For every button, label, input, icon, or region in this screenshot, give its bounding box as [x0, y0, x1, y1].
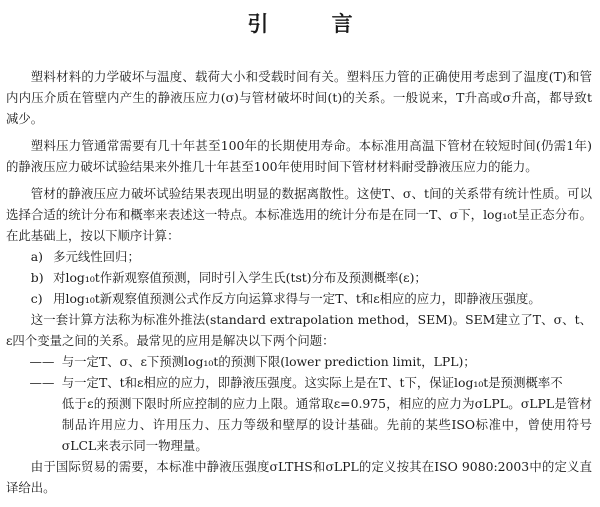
paragraph-intro: 塑料材料的力学破坏与温度、载荷大小和受载时间有关。塑料压力管的正确使用考虑到了温度(T)和管内内压介质在管壁内产生的静液压应力(σ)与管材破坏时间(t)的关系。一般说来，T升高或σ升高，都导致t减少。 — [6, 69, 592, 126]
paragraph-service-life: 塑料压力管通常需要有几十年甚至100年的长期使用寿命。本标准用高温下管材在较短时间(仍需1年)的静液压应力破坏试验结果来外推几十年甚至100年使用时间下管材材料耐受静液压应力的能力。 — [6, 138, 592, 174]
dash-item-strength-continued: 低于ε的预测下限时所应控制的应力上限。通常取ε=0.975，相应的应力为σLPL。σLPL是管材制品许用应力、许用压力、压力等级和壁厚的设计基础。先前的某些ISO标准中，曾使用符号σLCL来表示同一物理量。 — [61, 396, 592, 453]
dash-text: 与一定T、σ、ε下预测log₁₀t的预测下限(lower prediction limit，LPL)； — [61, 354, 476, 369]
list-marker: c) — [30, 291, 43, 306]
list-text: 对log₁₀t作新观察值预测，同时引入学生氏(tst)分布及预测概率(ε)； — [53, 270, 427, 285]
dash-marker: —— — [29, 375, 55, 390]
list-text: 多元线性回归； — [53, 249, 140, 264]
list-text: 用log₁₀t新观察值预测公式作反方向运算求得与一定T、t和ε相应的应力，即静液压强度。 — [53, 291, 541, 306]
list-marker: a) — [30, 249, 44, 264]
page-title: 引 言 — [247, 12, 381, 36]
paragraph-statistics: 管材的静液压应力破坏试验结果表现出明显的数据离散性。这使T、σ、t间的关系带有统计性质。可以选择合适的统计分布和概率来表述这一特点。本标准选用的统计分布是在同一T、σ下，log₁₀t呈正态分布。在此基础上，按以下顺序计算： — [6, 186, 592, 243]
dash-item-strength — [6, 372, 592, 393]
dash-text: 与一定T、t和ε相应的应力，即静液压强度。这实际上是在T、t下，保证log₁₀t是预测概率不 — [61, 375, 563, 390]
paragraph-sem: 这一套计算方法称为标准外推法(standard extrapolation method，SEM)。SEM建立了T、σ、t、ε四个变量之间的关系。最常见的应用是解决以下两个问题： — [6, 312, 592, 348]
paragraph-trade: 由于国际贸易的需要，本标准中静液压强度σLTHS和σLPL的定义按其在ISO 9080:2003中的定义直译给出。 — [6, 459, 592, 495]
list-item-c — [6, 288, 592, 309]
list-item-b — [6, 267, 592, 288]
list-marker: b) — [30, 270, 44, 285]
document-body — [6, 66, 592, 498]
list-item-a — [6, 246, 592, 267]
dash-marker: —— — [29, 354, 55, 369]
dash-item-lpl — [6, 351, 592, 372]
